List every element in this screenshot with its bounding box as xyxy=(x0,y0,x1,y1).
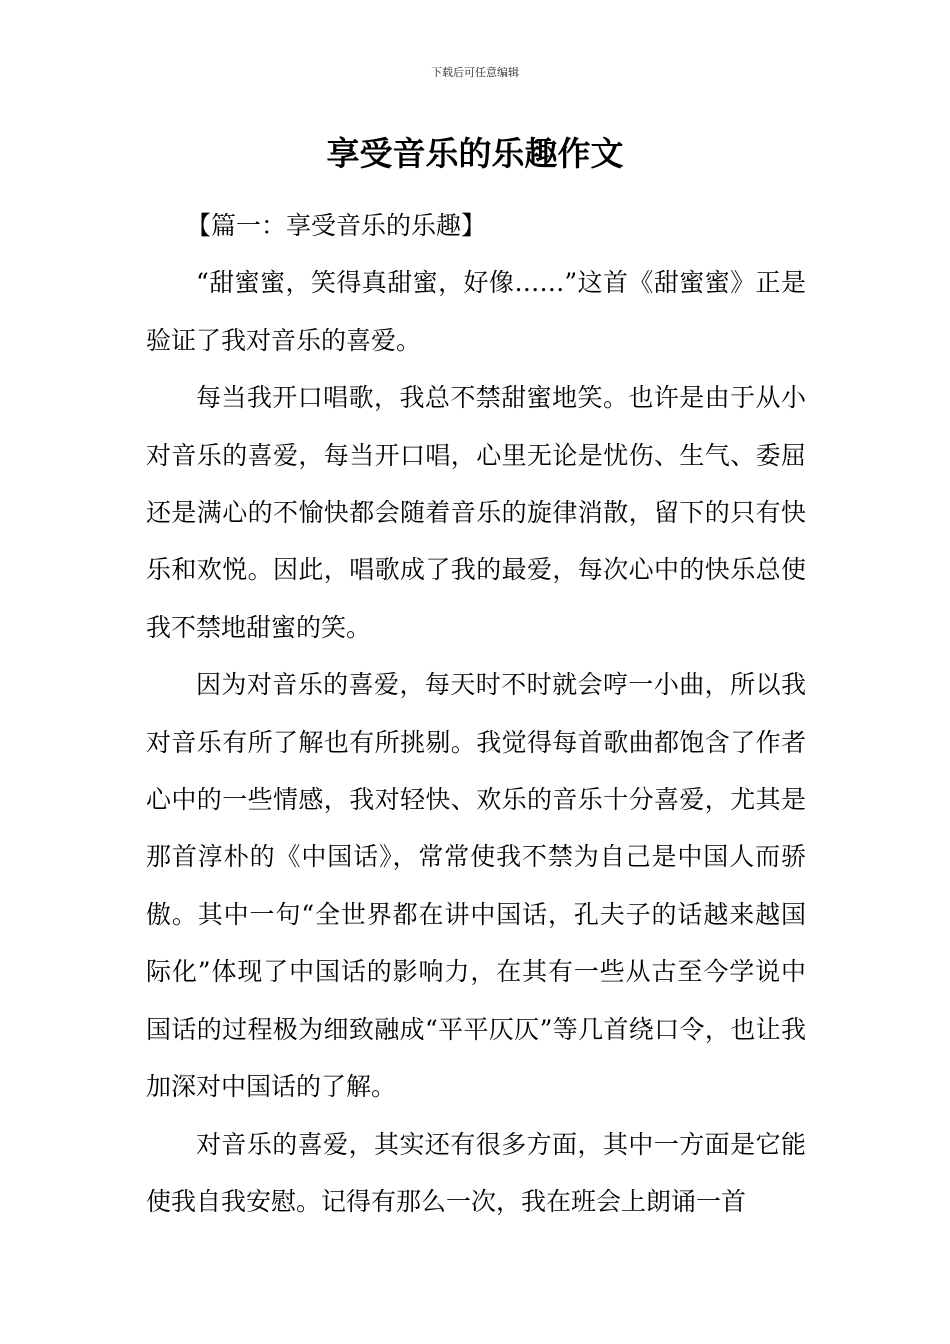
paragraph-3: 因为对音乐的喜爱，每天时不时就会哼一小曲，所以我对音乐有所了解也有所挑剔。我觉得每首歌曲都饱含了作者心中的一些情感，我对轻快、欢乐的音乐十分喜爱，尤其是那首淳朴的《中国话》，常常使我不禁为自己是中国人而骄傲。其中一句“全世界都在讲中国话，孔夫子的话越来越国际化”体现了中国话的影响力，在其有一些从古至今学说中国话的过程极为细致融成“平平仄仄”等几首绕口令，也让我加深对中国话的了解。 xyxy=(146,670,806,1102)
paragraph-4: 对音乐的喜爱，其实还有很多方面，其中一方面是它能使我自我安慰。记得有那么一次，我在班会上朗诵一首 xyxy=(146,1129,806,1216)
paragraph-2: 每当我开口唱歌，我总不禁甜蜜地笑。也许是由于从小对音乐的喜爱，每当开口唱，心里无论是忧伤、生气、委屈还是满心的不愉快都会随着音乐的旋律消散，留下的只有快乐和欢悦。因此，唱歌成了我的最爱，每次心中的快乐总使我不禁地甜蜜的笑。 xyxy=(146,383,806,642)
document-title: 享受音乐的乐趣作文 xyxy=(326,134,624,173)
document-body xyxy=(146,197,806,1230)
header-note: 下载后可任意编辑 xyxy=(431,66,519,79)
paragraph-1: “甜蜜蜜，笑得真甜蜜，好像……”这首《甜蜜蜜》正是验证了我对音乐的喜爱。 xyxy=(146,268,806,355)
section-heading: 【篇一：享受音乐的乐趣】 xyxy=(186,211,487,240)
